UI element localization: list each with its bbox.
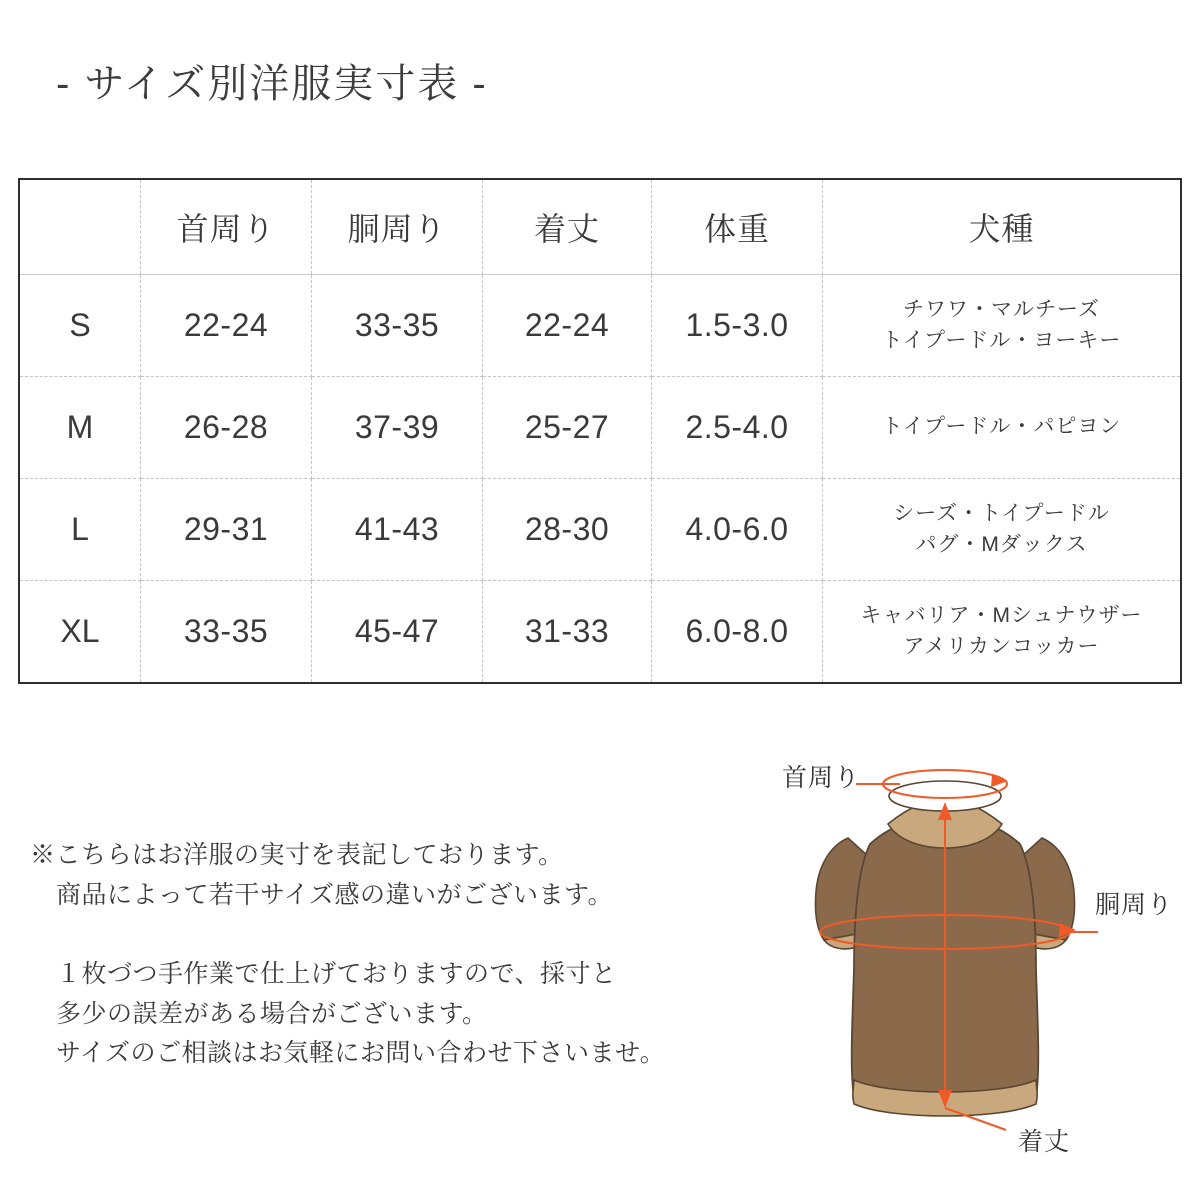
cell-breed (823, 376, 1181, 478)
label-chest: 胴周り (1095, 891, 1174, 919)
cell-weight: 4.0-6.0 (652, 478, 823, 580)
column-header-length: 着丈 (483, 180, 652, 274)
notes-block (30, 836, 790, 1074)
cell-length: 28-30 (483, 478, 652, 580)
table-row (20, 376, 1180, 478)
cell-breed (823, 478, 1181, 580)
cell-neck: 26-28 (141, 376, 312, 478)
cell-size: M (20, 376, 141, 478)
cell-size: L (20, 478, 141, 580)
notes-spacer (30, 915, 790, 955)
breed-line: シーズ・トイプードル (893, 501, 1110, 525)
page-title: - サイズ別洋服実寸表 - (56, 62, 488, 106)
cell-breed (823, 274, 1181, 376)
cell-length: 25-27 (483, 376, 652, 478)
cell-neck: 22-24 (141, 274, 312, 376)
column-header-size (20, 180, 141, 274)
cell-neck: 29-31 (141, 478, 312, 580)
column-header-chest: 胴周り (312, 180, 483, 274)
dog-shirt-diagram (760, 740, 1190, 1190)
column-header-weight: 体重 (652, 180, 823, 274)
measurement-illustration (760, 740, 1190, 1190)
breed-line: アメリカンコッカー (903, 635, 1100, 659)
cell-chest: 37-39 (312, 376, 483, 478)
column-header-neck: 首周り (141, 180, 312, 274)
table-row (20, 274, 1180, 376)
note-line-1: ※こちらはお洋服の実寸を表記しております。 (30, 841, 564, 869)
column-header-breed: 犬種 (823, 180, 1181, 274)
table-row (20, 478, 1180, 580)
label-length: 着丈 (1018, 1128, 1071, 1156)
breed-line: トイプードル・ヨーキー (881, 329, 1122, 352)
cell-weight: 6.0-8.0 (652, 580, 823, 682)
cell-size: XL (20, 580, 141, 682)
breed-line: チワワ・マルチーズ (903, 297, 1100, 321)
table-row (20, 580, 1180, 682)
label-neck: 首周り (782, 764, 861, 792)
note-line-5: サイズのご相談はお気軽にお問い合わせ下さいませ。 (56, 1039, 666, 1067)
table-header (20, 180, 1180, 274)
cell-chest: 41-43 (312, 478, 483, 580)
note-line-3: １枚づつ手作業で仕上げておりますので、採寸と (56, 960, 617, 988)
cell-length: 31-33 (483, 580, 652, 682)
cell-weight: 2.5-4.0 (652, 376, 823, 478)
cell-chest: 33-35 (312, 274, 483, 376)
breed-line: キャバリア・Mシュナウザー (860, 603, 1143, 627)
cell-neck: 33-35 (141, 580, 312, 682)
cell-weight: 1.5-3.0 (652, 274, 823, 376)
cell-chest: 45-47 (312, 580, 483, 682)
cell-length: 22-24 (483, 274, 652, 376)
table-body (20, 274, 1180, 682)
note-line-2: 商品によって若干サイズ感の違いがございます。 (56, 880, 614, 909)
note-line-4: 多少の誤差がある場合がございます。 (56, 999, 488, 1028)
breed-line: パグ・Mダックス (915, 533, 1088, 556)
cell-breed (823, 580, 1181, 682)
cell-size: S (20, 274, 141, 376)
size-table (20, 180, 1180, 682)
table-header-row (20, 180, 1180, 274)
size-table-container (18, 178, 1182, 684)
breed-line: トイプードル・パピヨン (881, 415, 1122, 439)
